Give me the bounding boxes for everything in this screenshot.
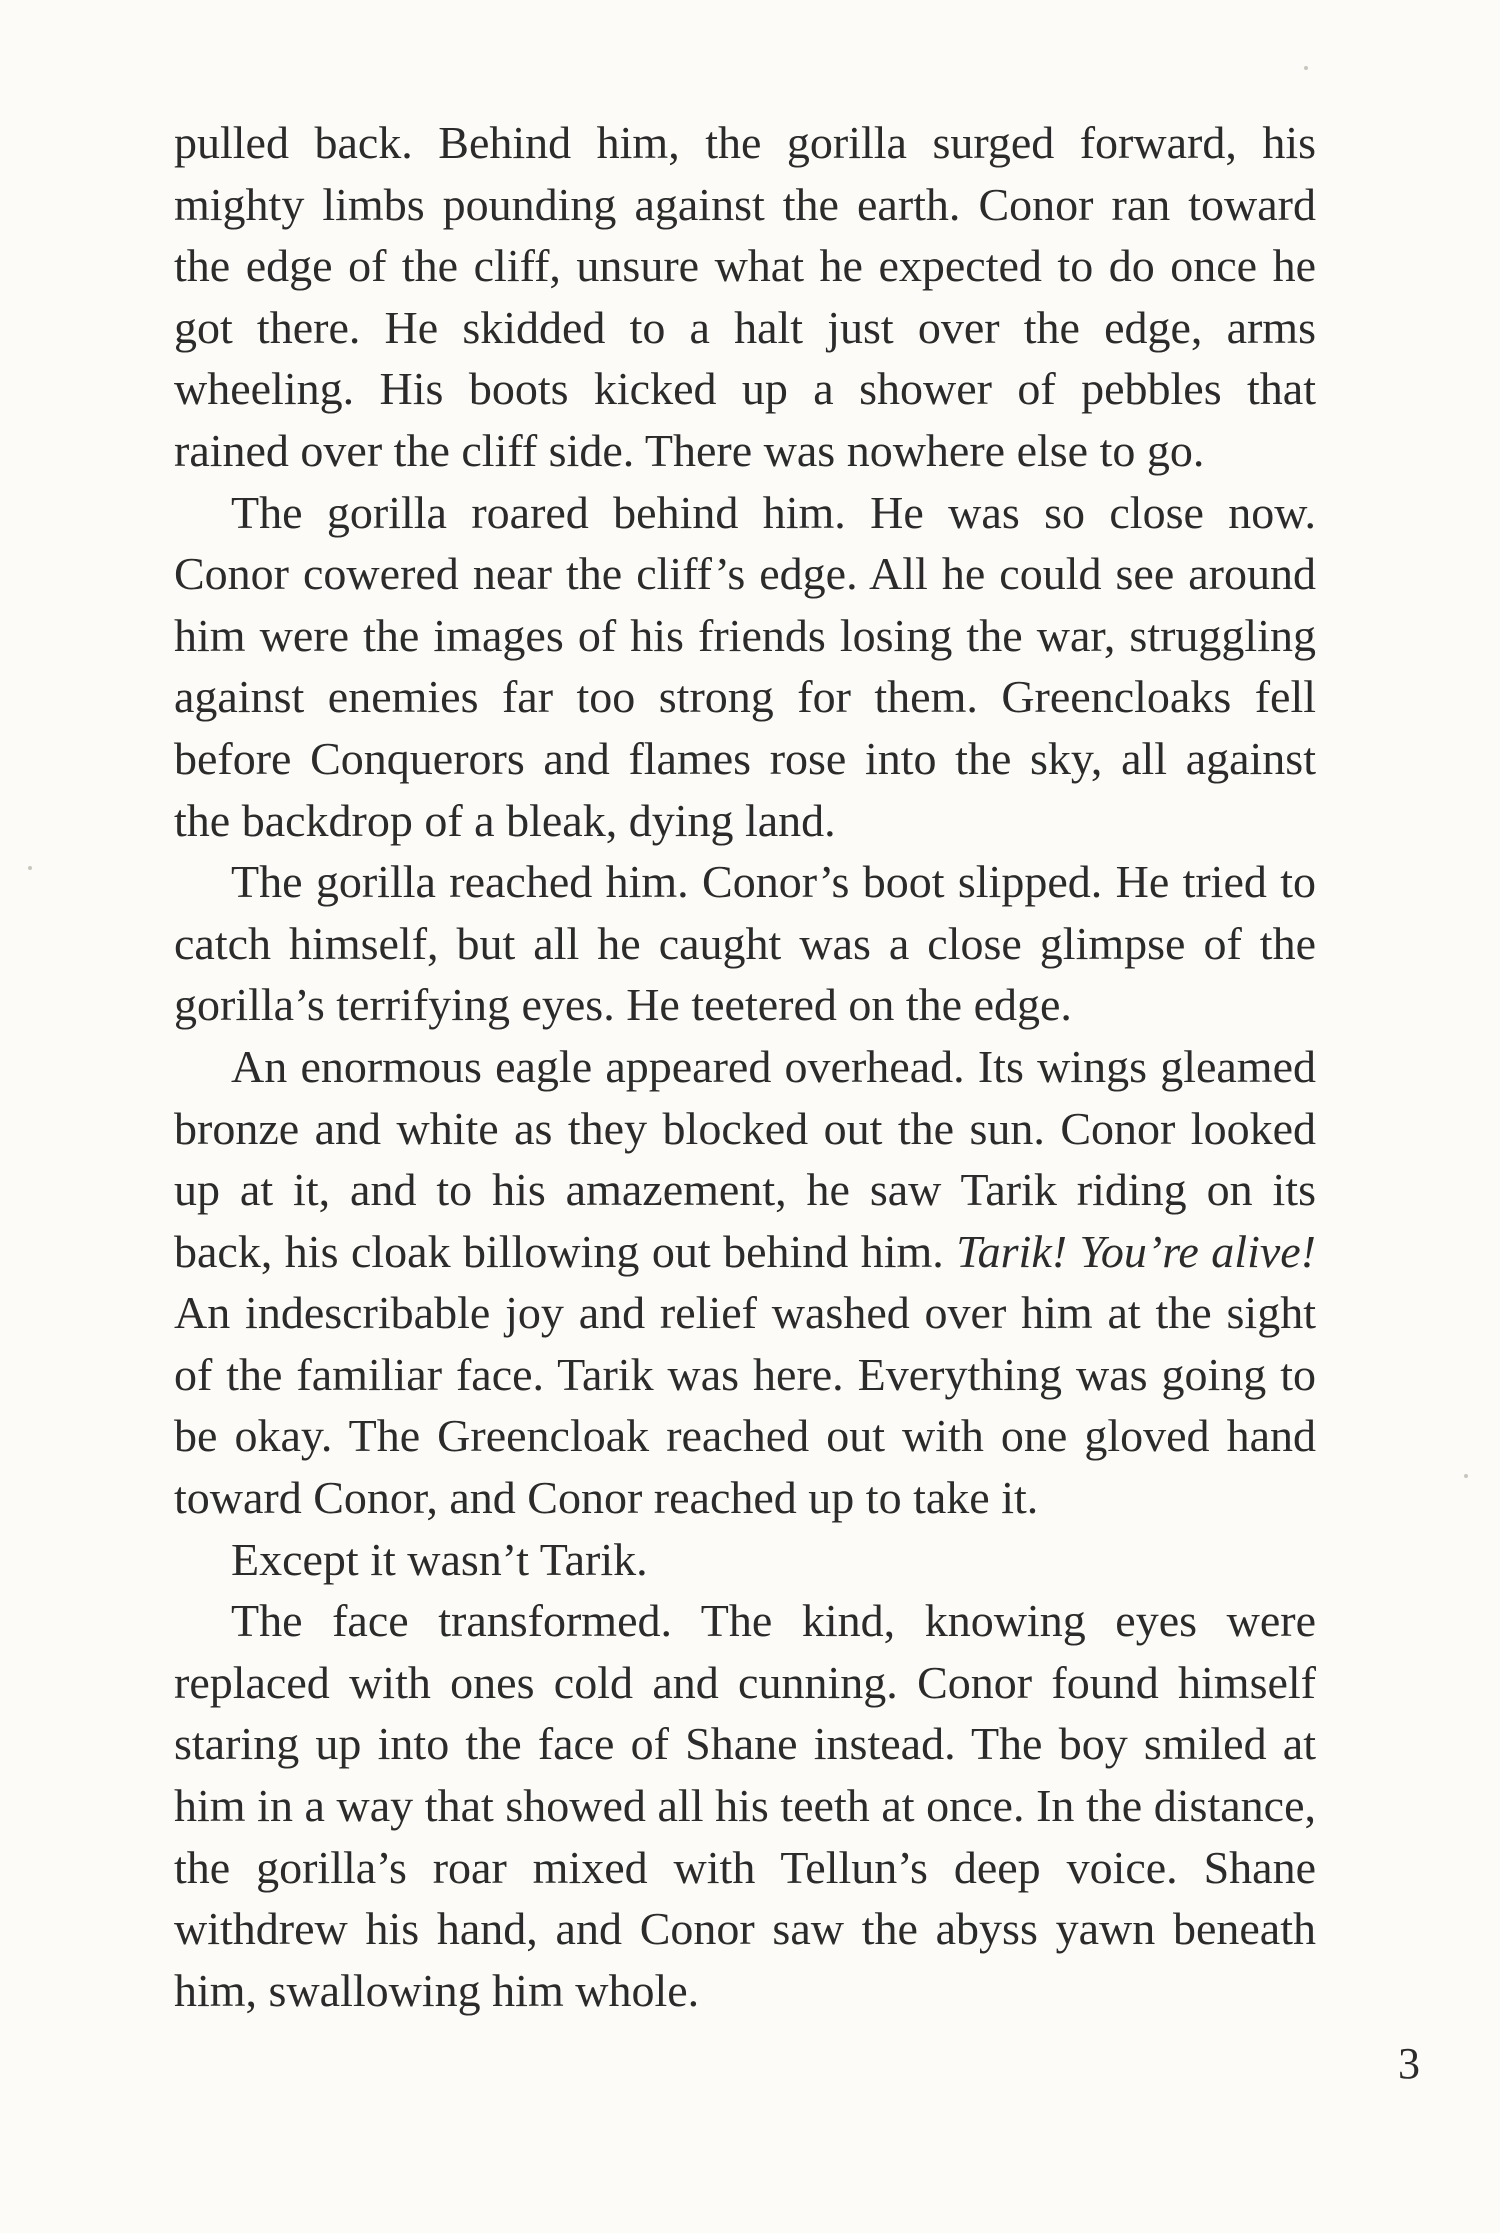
paper-speck bbox=[1304, 66, 1308, 70]
paragraph bbox=[174, 1036, 1316, 1529]
paragraph bbox=[174, 1529, 1316, 1591]
paragraph-text: Except it wasn’t Tarik. bbox=[231, 1533, 648, 1585]
body-text bbox=[174, 112, 1316, 2021]
paragraph bbox=[174, 851, 1316, 1036]
paragraph bbox=[174, 482, 1316, 852]
paragraph-text: An indescribable joy and relief washed over him at the sight of the familiar face. Tarik was here. Everything was going to be okay. The Greencloak reached out with one gloved hand toward Conor, and Conor reached up to take it. bbox=[174, 1287, 1316, 1524]
paragraph bbox=[174, 1590, 1316, 2021]
paragraph-text: pulled back. Behind him, the gorilla surged forward, his mighty limbs pounding against the earth. Conor ran toward the edge of the cliff, unsure what he expected to do once he got there. He skidded to a halt just over the edge, arms wheeling. His boots kicked up a shower of pebbles that rained over the cliff side. There was nowhere else to go. bbox=[174, 117, 1316, 476]
paragraph-text: The gorilla reached him. Conor’s boot slipped. He tried to catch himself, but all he caught was a close glimpse of the gorilla’s terrifying eyes. He teetered on the edge. bbox=[174, 856, 1316, 1031]
paragraph-text: The face transformed. The kind, knowing eyes were replaced with ones cold and cunning. Conor found himself staring up into the face of Shane instead. The boy smiled at him in a way that showed all his teeth at once. In the distance, the gorilla’s roar mixed with Tellun’s deep voice. Shane withdrew his hand, and Conor saw the abyss yawn beneath him, swallowing him whole. bbox=[174, 1595, 1316, 2016]
page-number: 3 bbox=[1398, 2039, 1420, 2088]
italic-thought: Tarik! You’re alive! bbox=[956, 1225, 1316, 1277]
paragraph-text: An enormous eagle appeared overhead. Its wings gleamed bronze and white as they blocked out the sun. Conor looked up at it, and to his amazement, he saw Tarik riding on its back, his cloak billowing out behind him. bbox=[174, 1040, 1316, 1277]
paper-speck bbox=[1464, 1474, 1468, 1478]
paper-speck bbox=[28, 866, 32, 870]
paragraph-text: The gorilla roared behind him. He was so close now. Conor cowered near the cliff’s edge. All he could see around him were the images of his friends losing the war, struggling against enemies far too strong for them. Greencloaks fell before Conquerors and flames rose into the sky, all against the backdrop of a bleak, dying land. bbox=[174, 486, 1316, 846]
paragraph bbox=[174, 112, 1316, 482]
